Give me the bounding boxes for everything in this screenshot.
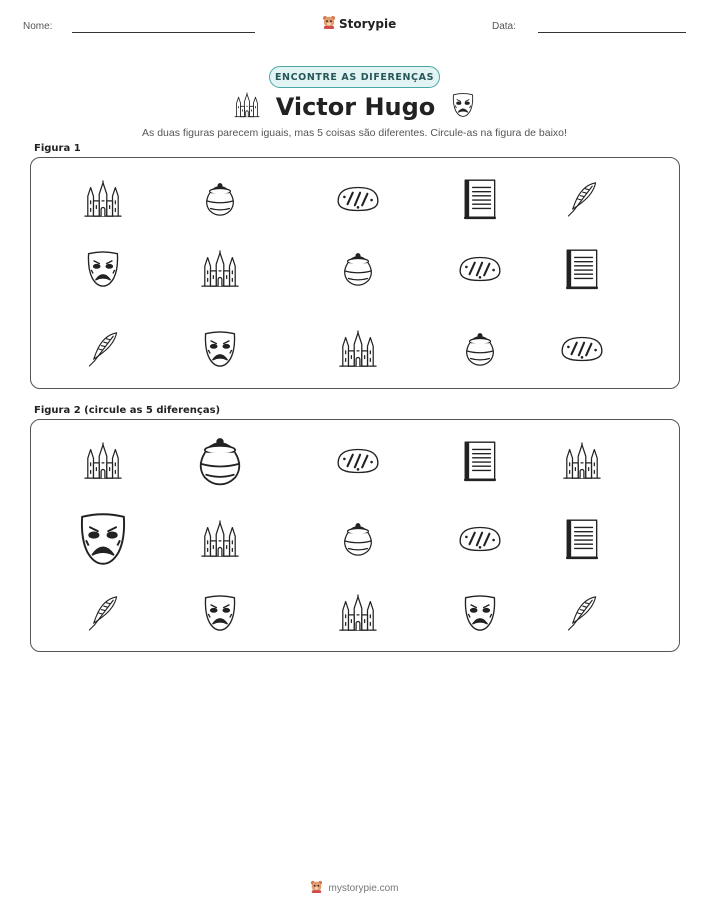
name-field-line[interactable] — [72, 32, 255, 33]
cathedral-icon[interactable] — [84, 440, 122, 482]
quill-icon — [565, 177, 599, 221]
mask-icon[interactable] — [202, 591, 238, 635]
bread-icon[interactable] — [457, 522, 503, 556]
bread-icon — [335, 182, 381, 216]
figure-1-frame — [30, 157, 680, 389]
cathedral-icon — [84, 178, 122, 220]
mask-icon[interactable] — [462, 591, 498, 635]
bread-icon[interactable] — [335, 444, 381, 478]
quill-icon — [86, 327, 120, 371]
book-icon[interactable] — [462, 439, 498, 483]
footer-url[interactable]: mystorypie.com — [328, 882, 399, 894]
date-label: Data: — [492, 21, 516, 32]
title-row — [0, 88, 709, 126]
activity-badge: ENCONTRE AS DIFERENÇAS — [269, 66, 440, 88]
mask-icon — [85, 247, 121, 291]
instructions: As duas figuras parecem iguais, mas 5 coisas são diferentes. Circule-as na figura de baixo! — [142, 127, 567, 139]
book-icon[interactable] — [564, 517, 600, 561]
book-icon — [462, 177, 498, 221]
storypie-bear-icon — [310, 880, 323, 896]
mask-icon — [451, 91, 475, 123]
bread-icon — [457, 252, 503, 286]
page-title: Victor Hugo — [275, 93, 436, 121]
figure-2-label: Figura 2 (circule as 5 diferenças) — [34, 405, 221, 416]
book-icon — [564, 247, 600, 291]
storypie-bear-icon — [322, 14, 336, 33]
mask-icon — [202, 327, 238, 371]
brand-logo — [322, 14, 396, 33]
cathedral-icon — [201, 248, 239, 290]
figure-1-label: Figura 1 — [34, 143, 81, 154]
pot-icon[interactable] — [192, 429, 247, 493]
mask-icon[interactable] — [77, 507, 129, 571]
cathedral-icon[interactable] — [563, 440, 601, 482]
brand-name: Storypie — [339, 16, 397, 31]
cathedral-icon — [339, 328, 377, 370]
name-label: Nome: — [23, 21, 53, 32]
pot-icon[interactable] — [339, 517, 377, 561]
pot-icon — [201, 177, 239, 221]
pot-icon — [461, 327, 499, 371]
bread-icon — [559, 332, 605, 366]
quill-icon[interactable] — [565, 591, 599, 635]
date-field-line[interactable] — [538, 32, 686, 33]
cathedral-icon — [234, 90, 260, 124]
cathedral-icon[interactable] — [339, 592, 377, 634]
quill-icon[interactable] — [86, 591, 120, 635]
footer — [0, 880, 709, 896]
pot-icon — [339, 247, 377, 291]
figure-2-frame[interactable] — [30, 419, 680, 652]
cathedral-icon[interactable] — [201, 518, 239, 560]
